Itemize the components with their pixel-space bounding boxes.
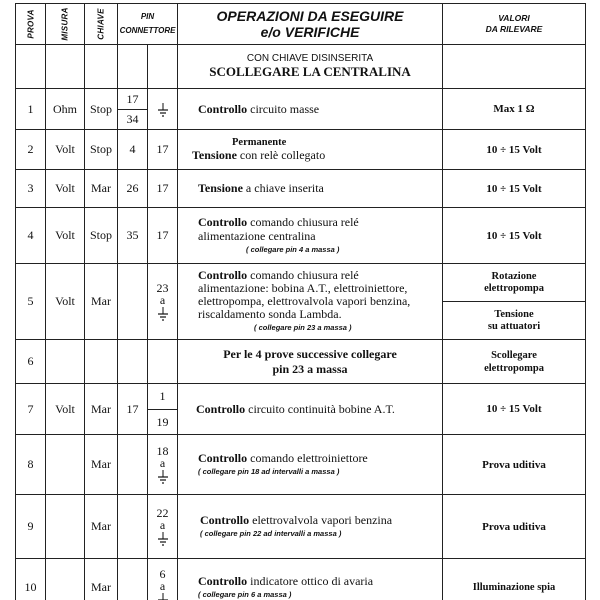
pin-b-cell: 18 a: [148, 435, 178, 495]
ground-icon: [157, 103, 169, 117]
misura-cell: Volt: [46, 264, 85, 340]
pin-a-cell: 17: [118, 384, 148, 435]
valore-cell: Illuminazione spia: [443, 559, 586, 600]
prova-cell: 6: [16, 340, 46, 384]
pin-b-cell: 17: [148, 130, 178, 170]
pin-b-cell: 22 a: [148, 495, 178, 559]
table-row: [16, 435, 586, 495]
prova-cell: 5: [16, 264, 46, 340]
header-valori: VALORI DA RILEVARE: [443, 4, 586, 45]
table-row: [16, 170, 586, 208]
valore-cell: 10 ÷ 15 Volt: [443, 130, 586, 170]
test-procedure-table: [15, 3, 586, 600]
intro-row: [16, 45, 586, 89]
misura-cell: Volt: [46, 170, 85, 208]
table-row: [16, 208, 586, 264]
table-row: [16, 264, 586, 340]
chiave-cell: Mar: [85, 264, 118, 340]
chiave-cell: Mar: [85, 384, 118, 435]
chiave-cell: Stop: [85, 130, 118, 170]
valore-cell: 10 ÷ 15 Volt: [443, 384, 586, 435]
pin-a-cell: [118, 264, 148, 340]
table-row: [16, 340, 586, 384]
operazione-cell: Controllo circuito masse: [178, 89, 443, 130]
pin-b-cell: 23 a: [148, 264, 178, 340]
pin-b-cell: 1 19: [148, 384, 178, 435]
prova-cell: 1: [16, 89, 46, 130]
pin-b-cell: 17: [148, 170, 178, 208]
header-row: [16, 4, 586, 45]
chiave-cell: Mar: [85, 435, 118, 495]
prova-cell: 3: [16, 170, 46, 208]
valore-cell: Prova uditiva: [443, 435, 586, 495]
misura-cell: Volt: [46, 130, 85, 170]
header-prova: PROVA: [16, 4, 46, 45]
chiave-cell: Stop: [85, 89, 118, 130]
misura-cell: Volt: [46, 384, 85, 435]
table-row: [16, 384, 586, 435]
pin-a-cell: 4: [118, 130, 148, 170]
ground-icon: [157, 470, 169, 484]
table-row: [16, 559, 586, 600]
ground-icon: [157, 593, 169, 600]
valore-cell: Rotazione elettropompa Tensione su attuatori: [443, 264, 586, 340]
table-row: [16, 495, 586, 559]
prova-cell: 7: [16, 384, 46, 435]
valore-cell: Scollegare elettropompa: [443, 340, 586, 384]
operazione-cell: Per le 4 prove successive collegare pin 23 a massa: [178, 340, 443, 384]
chiave-cell: Mar: [85, 495, 118, 559]
chiave-cell: Mar: [85, 170, 118, 208]
header-misura: MISURA: [46, 4, 85, 45]
valore-cell: 10 ÷ 15 Volt: [443, 170, 586, 208]
valore-cell: Max 1 Ω: [443, 89, 586, 130]
operazione-cell: Controllo comando elettroiniettore ( collegare pin 18 ad intervalli a massa ): [178, 435, 443, 495]
valore-cell: 10 ÷ 15 Volt: [443, 208, 586, 264]
operazione-cell: Controllo elettrovalvola vapori benzina ( collegare pin 22 ad intervalli a massa ): [178, 495, 443, 559]
intro-instruction: CON CHIAVE DISINSERITA SCOLLEGARE LA CENTRALINA: [178, 45, 443, 89]
table-row: [16, 130, 586, 170]
prova-cell: 2: [16, 130, 46, 170]
pin-a-cell: 17 34: [118, 89, 148, 130]
header-pin-connettore: PIN CONNETTORE: [118, 4, 178, 45]
misura-cell: Volt: [46, 208, 85, 264]
operazione-cell: Tensione a chiave inserita: [178, 170, 443, 208]
pin-b-cell: 17: [148, 208, 178, 264]
prova-cell: 9: [16, 495, 46, 559]
pin-a-cell: 35: [118, 208, 148, 264]
header-operazioni: OPERAZIONI DA ESEGUIRE e/o VERIFICHE: [178, 4, 443, 45]
prova-cell: 10: [16, 559, 46, 600]
prova-cell: 4: [16, 208, 46, 264]
chiave-cell: Stop: [85, 208, 118, 264]
valore-cell: Prova uditiva: [443, 495, 586, 559]
ground-icon: [157, 307, 169, 321]
pin-b-cell: [148, 89, 178, 130]
ground-icon: [157, 532, 169, 546]
chiave-cell: Mar: [85, 559, 118, 600]
operazione-cell: Controllo comando chiusura relé alimentazione: bobina A.T., elettroiniettore, elettropompa, elettrovalvola vapori benzina, riscaldamento sonda Lambda. ( collegare pin 23 a massa ): [178, 264, 443, 340]
pin-a-cell: 26: [118, 170, 148, 208]
operazione-cell: Permanente Tensione con relè collegato: [178, 130, 443, 170]
prova-cell: 8: [16, 435, 46, 495]
table-row: [16, 89, 586, 130]
misura-cell: Ohm: [46, 89, 85, 130]
operazione-cell: Controllo comando chiusura relé alimentazione centralina ( collegare pin 4 a massa ): [178, 208, 443, 264]
header-chiave: CHIAVE: [85, 4, 118, 45]
operazione-cell: Controllo circuito continuità bobine A.T.: [178, 384, 443, 435]
operazione-cell: Controllo indicatore ottico di avaria ( collegare pin 6 a massa ): [178, 559, 443, 600]
pin-b-cell: 6 a: [148, 559, 178, 600]
